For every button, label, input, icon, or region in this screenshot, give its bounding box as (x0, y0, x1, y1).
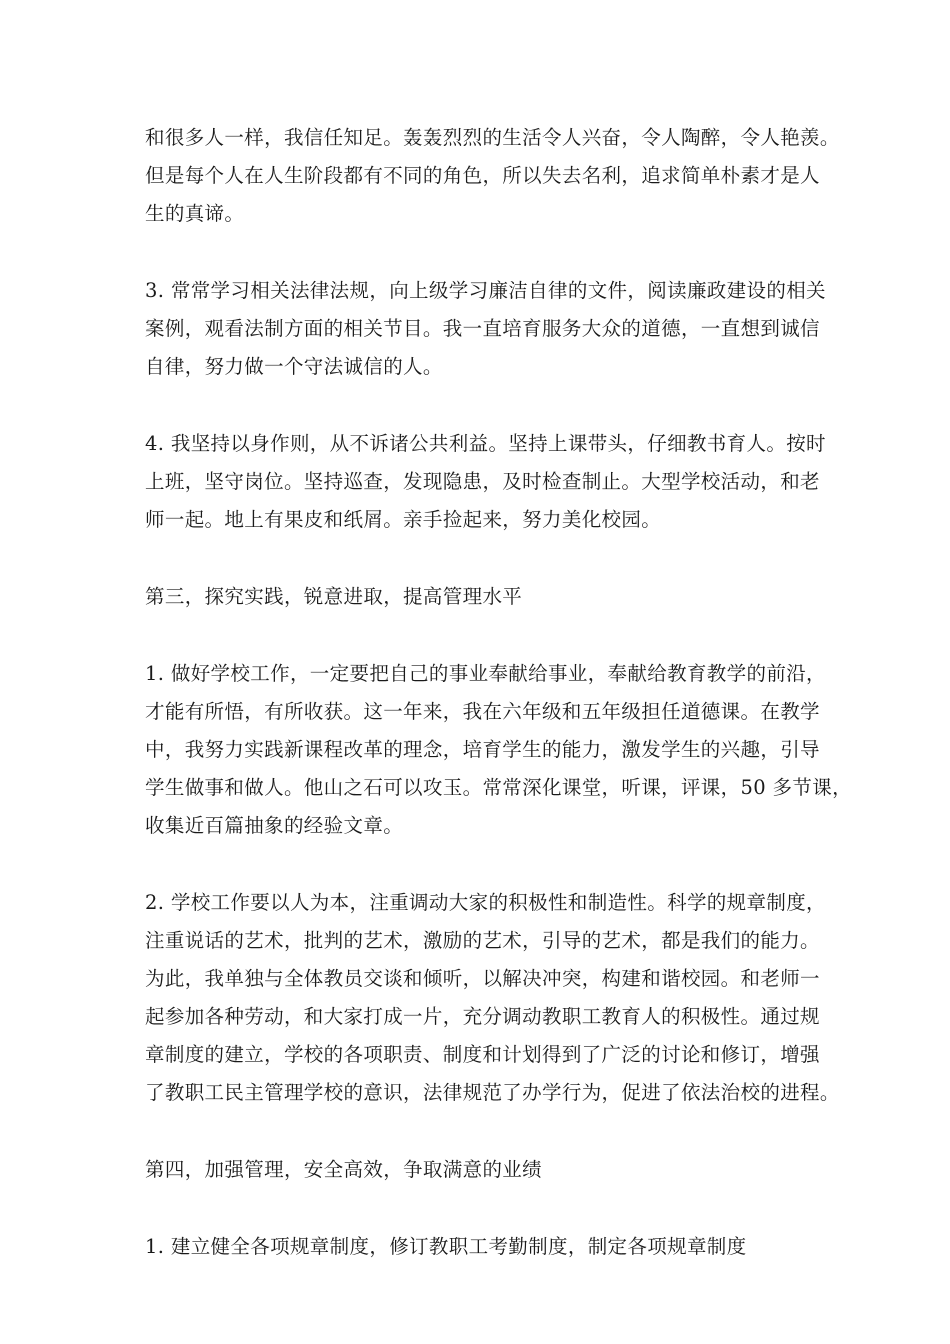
text-line: 中，我努力实践新课程改革的理念，培育学生的能力，激发学生的兴趣，引导 (145, 738, 820, 761)
paragraph-section4-item-1 (145, 1228, 815, 1266)
text-line: 上班，坚守岗位。坚持巡查，发现隐患，及时检查制止。大型学校活动，和老 (145, 470, 820, 493)
heading-line: 第四，加强管理，安全高效，争取满意的业绩 (145, 1158, 543, 1181)
text-line: 4. 我坚持以身作则，从不诉诸公共利益。坚持上课带头，仔细教书育人。按时 (145, 432, 826, 455)
text-line: 3. 常常学习相关法律法规，向上级学习廉洁自律的文件，阅读廉政建设的相关 (145, 279, 826, 302)
document-body (145, 119, 852, 1266)
text-line: 案例，观看法制方面的相关节目。我一直培育服务大众的道德，一直想到诚信 (145, 317, 820, 340)
text-line: 为此，我单独与全体教员交谈和倾听，以解决冲突，构建和谐校园。和老师一 (145, 967, 820, 990)
paragraph-item-3 (145, 272, 826, 386)
text-line: 2. 学校工作要以人为本，注重调动大家的积极性和制造性。科学的规章制度， (145, 891, 826, 914)
text-line: 注重说话的艺术，批判的艺术，激励的艺术，引导的艺术，都是我们的能力。 (145, 929, 820, 952)
text-line: 1. 做好学校工作，一定要把自己的事业奉献给事业，奉献给教育教学的前沿， (145, 662, 826, 685)
heading-line: 第三，探究实践，锐意进取，提高管理水平 (145, 585, 523, 608)
paragraph-section3-item-2 (145, 884, 840, 1112)
text-line: 但是每个人在人生阶段都有不同的角色，所以失去名利，追求简单朴素才是人 (145, 164, 820, 187)
text-line: 才能有所悟，有所收获。这一年来，我在六年级和五年级担任道德课。在教学 (145, 700, 820, 723)
paragraph-contentment (145, 119, 840, 233)
text-line: 师一起。地上有果皮和纸屑。亲手捡起来，努力美化校园。 (145, 508, 662, 531)
text-line: 章制度的建立，学校的各项职责、制度和计划得到了广泛的讨论和修订，增强 (145, 1043, 820, 1066)
section-heading-third (145, 578, 815, 616)
text-line: 收集近百篇抽象的经验文章。 (145, 814, 404, 837)
section-heading-fourth (145, 1151, 815, 1189)
text-line: 1. 建立健全各项规章制度，修订教职工考勤制度，制定各项规章制度 (145, 1235, 747, 1258)
paragraph-item-4 (145, 425, 826, 539)
text-line: 了教职工民主管理学校的意识，法律规范了办学行为，促进了依法治校的进程。 (145, 1081, 840, 1104)
paragraph-section3-item-1 (145, 655, 852, 845)
text-line: 和很多人一样，我信任知足。轰轰烈烈的生活令人兴奋，令人陶醉，令人艳羡。 (145, 126, 840, 149)
text-line: 学生做事和做人。他山之石可以攻玉。常常深化课堂，听课，评课，50 多节课， (145, 776, 852, 799)
text-line: 生的真谛。 (145, 202, 245, 225)
text-line: 起参加各种劳动，和大家打成一片，充分调动教职工教育人的积极性。通过规 (145, 1005, 820, 1028)
text-line: 自律，努力做一个守法诚信的人。 (145, 355, 443, 378)
